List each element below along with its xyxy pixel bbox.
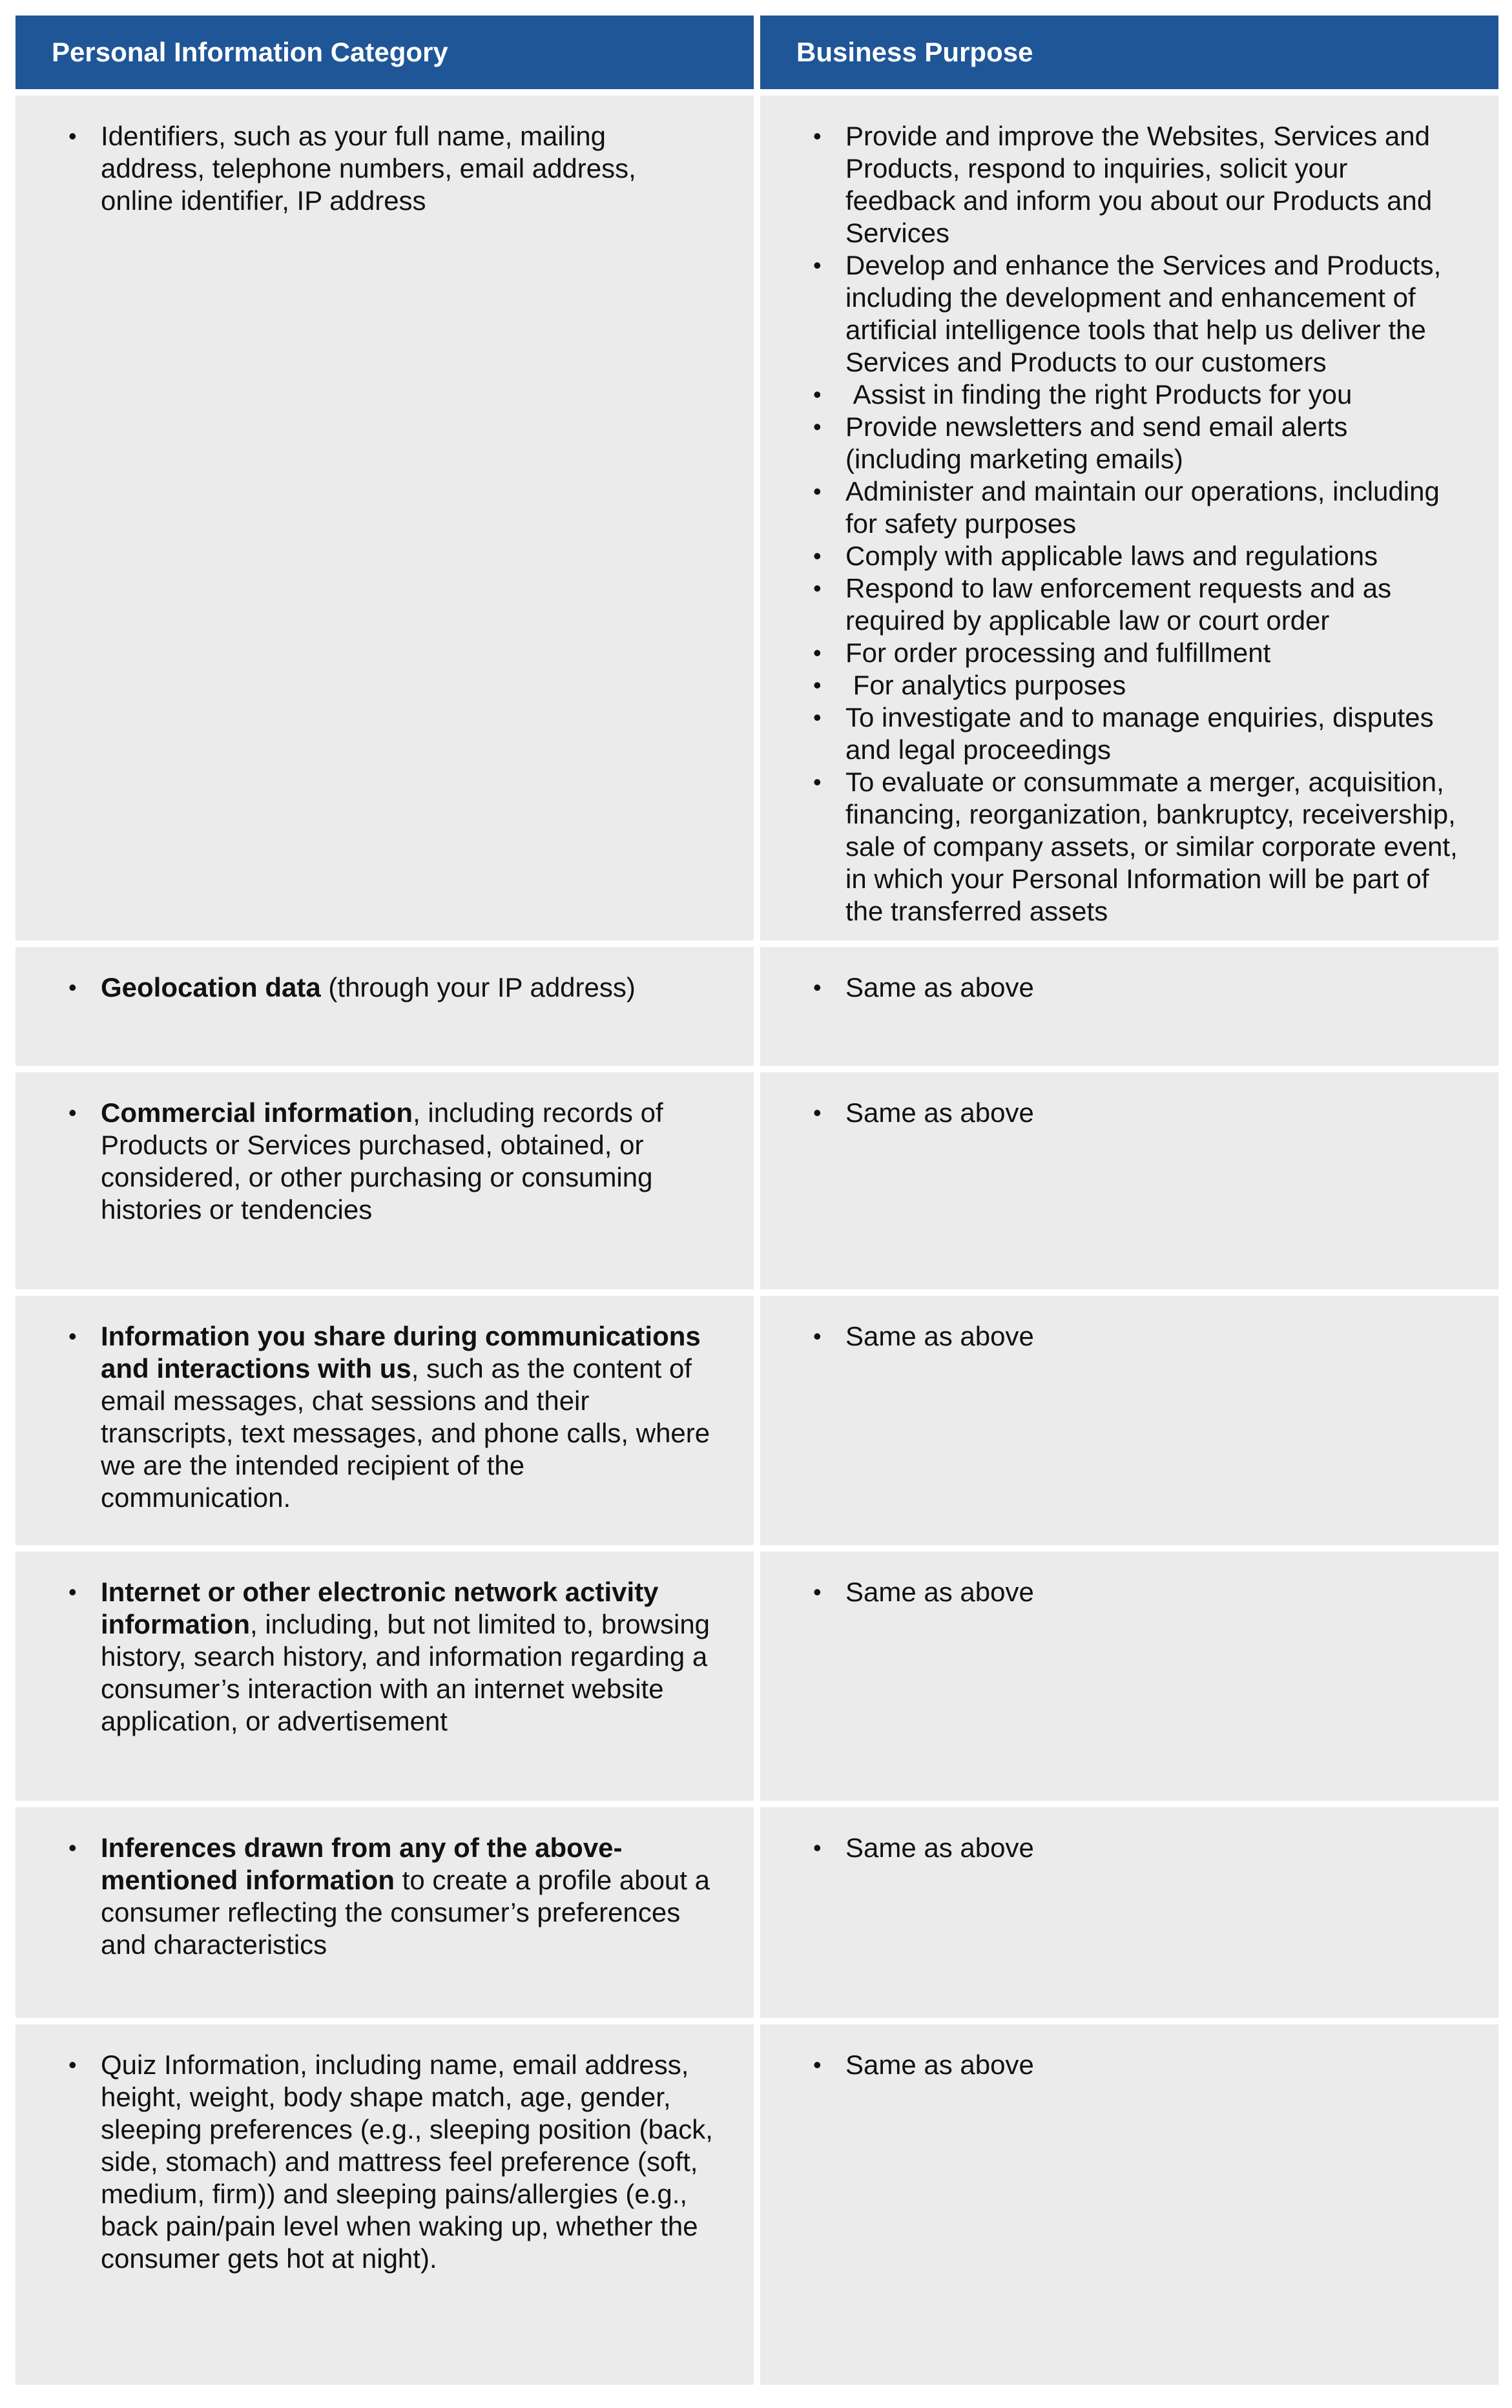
purpose-item: • Provide newsletters and send email alerts (including marketing emails) [845,411,1460,475]
category-item: • Quiz Information, including name, email address, height, weight, body shape match, age, gender, sleeping preferences (e.g., sleeping position (back, side, stomach) and mattress feel preference (soft, medium, firm)) and sleeping pains/allergies (e.g., back pain/pain level when waking up, whether the consumer gets hot at night). [101,2049,715,2275]
purpose-cell [760,96,1498,940]
purpose-cell [760,1296,1498,1545]
category-item: • Internet or other electronic network activity information, including, but not limited to, browsing history, search history, and information regarding a consumer’s interaction with an internet website application, or advertisement [101,1576,715,1738]
category-item: • Commercial information, including records of Products or Services purchased, obtained, or considered, or other purchasing or consuming histories or tendencies [101,1097,715,1226]
category-cell [16,2024,754,2385]
purpose-item: • Comply with applicable laws and regulations [845,540,1460,572]
purpose-item: • To evaluate or consummate a merger, acquisition, financing, reorganization, bankruptcy, receivership, sale of company assets, or similar corporate event, in which your Personal Information will be part of the transferred assets [845,766,1460,928]
purpose-item: • For order processing and fulfillment [845,637,1460,669]
purpose-item: • Same as above [845,1832,1460,1864]
purpose-item: • Provide and improve the Websites, Services and Products, respond to inquiries, solicit your feedback and inform you about our Products and Services [845,120,1460,249]
purpose-item: • Same as above [845,971,1460,1004]
category-cell [16,1552,754,1801]
purpose-item: • Respond to law enforcement requests and as required by applicable law or court order [845,572,1460,637]
purpose-item: • Same as above [845,2049,1460,2081]
header-business-purpose: Business Purpose [760,16,1498,89]
category-cell [16,947,754,1066]
category-cell [16,1807,754,2018]
purpose-item: • Develop and enhance the Services and Products, including the development and enhancement of artificial intelligence tools that help us deliver the Services and Products to our customers [845,249,1460,379]
purpose-item: • To investigate and to manage enquiries, disputes and legal proceedings [845,701,1460,766]
purpose-item: • Assist in finding the right Products for you [845,379,1460,411]
category-cell [16,1072,754,1289]
category-item: • Inferences drawn from any of the above-mentioned information to create a profile about a consumer reflecting the consumer’s preferences and characteristics [101,1832,715,1961]
data-table [16,16,1498,2385]
purpose-cell [760,1072,1498,1289]
category-item: • Geolocation data (through your IP address) [101,971,715,1004]
category-item: • Information you share during communications and interactions with us, such as the content of email messages, chat sessions and their transcripts, text messages, and phone calls, where we are the intended recipient of the communication. [101,1320,715,1514]
header-category: Personal Information Category [16,16,754,89]
purpose-item: • For analytics purposes [845,669,1460,701]
purpose-cell [760,1807,1498,2018]
purpose-item: • Same as above [845,1097,1460,1129]
purpose-cell [760,1552,1498,1801]
purpose-cell [760,2024,1498,2385]
purpose-cell [760,947,1498,1066]
category-cell [16,96,754,940]
purpose-item: • Administer and maintain our operations, including for safety purposes [845,475,1460,540]
category-item: • Identifiers, such as your full name, mailing address, telephone numbers, email address, online identifier, IP address [101,120,715,217]
category-cell [16,1296,754,1545]
purpose-item: • Same as above [845,1320,1460,1353]
purpose-item: • Same as above [845,1576,1460,1608]
